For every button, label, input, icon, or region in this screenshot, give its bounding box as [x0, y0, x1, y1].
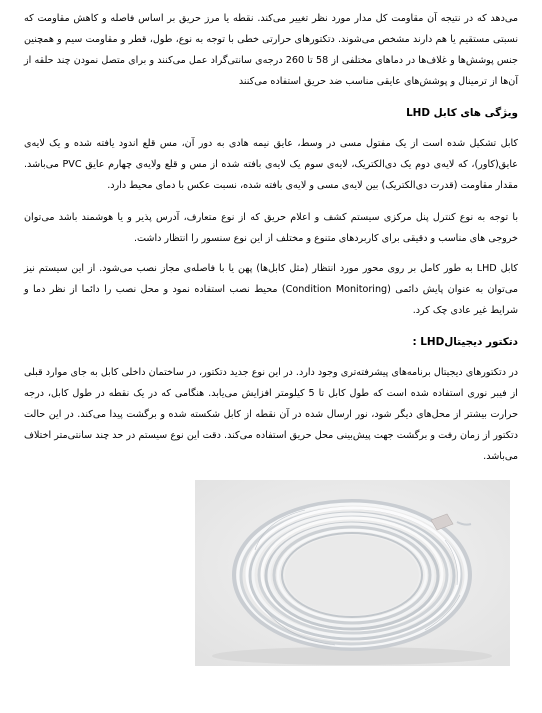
- paragraph-intro: می‌دهد که در نتیجه آن مقاومت کل مدار مورد نظر تغییر می‌کند. نقطه یا مرز حریق بر اساس فاصله و کاهش مقاومت که نسبتی مستقیم یا هم دارند مشخص می‌شوند. دتکتورهای حرارتی خطی با توجه به نوع، طول، قطر و مقاومت سیم و همچنین جنس پوشش‌ها و غلاف‌ها در دماهای مختلفی از 58 تا 260 درجه‌ی سانتی‌گراد عمل می‌کنند و برای متصل نمودن چند حلقه از آن‌ها از ترمینال و پوشش‌های عایقی مناسب ضد حریق استفاده می‌کنند: [24, 13, 518, 87]
- lhd-cable-photo: [195, 480, 510, 666]
- document-body: [24, 8, 518, 467]
- heading-lhd-features: ویژگی های کابل LHD: [406, 107, 518, 119]
- paragraph-cable-structure: کابل تشکیل شده است از یک مفتول مسی در وسط، عایق نیمه هادی به دور آن، مس قلع اندود یافته شده و یک لایه‌ی عایق(کاور)، که لایه‌ی دوم یک دی‌الکتریک، لایه‌ی سوم یک لایه‌ی بافته شده از مس و قلع ولایه‌ی چهارم عایق PVC می‌باشد. مقدار مقاومت (قدرت دی‌الکتریک) بین لایه‌ی مسی و لایه‌ی بافته شده، نسبت عکس با دمای محیط دارد.: [24, 138, 519, 191]
- paragraph-digital-lhd: در دتکتورهای دیجیتال برنامه‌های پیشرفته‌تری وجود دارد. در این نوع جدید دتکتور، در ساختمان داخلی کابل به جای موارد قبلی از فیبر نوری استفاده شده است که طول کابل تا 5 کیلومتر افزایش می‌یابد. هنگامی که در یک نقطه در طول کابل، درجه حرارت بیشتر از محل‌های دیگر شود، نور ارسال شده در آن نقطه از کابل شکسته شده و برگشت پیدا می‌کند. در این حالت دتکتور از زمان رفت و برگشت جهت پیش‌بینی محل حریق استفاده می‌کند. دقت این نوع سیستم در حد چند سانتی‌متر اختلاف می‌باشد.: [24, 367, 518, 462]
- heading-digital-lhd: دتکتور دیجیتالLHD :: [412, 336, 518, 348]
- paragraph-condition-monitoring: کابل LHD به طور کامل بر روی محور مورد انتظار (مثل کابل‌ها) پهن یا با فاصله‌ی مجاز نصب می‌شود. از این سیستم نیز می‌توان به عنوان پایش دائمی (Condition Monitoring) محیط نصب استفاده نمود و محل نصب را دائما از نظر دما و شرایط غیر عادی چک کرد.: [24, 263, 518, 316]
- paragraph-control-panel: با توجه به نوع کنترل پنل مرکزی سیستم کشف و اعلام حریق که از نوع متعارف، آدرس پذیر و یا هوشمند باشد می‌توان خروجی های مناسب و دقیقی برای کاربردهای متنوع و مختلف از این نوع سنسور را انتظار داشت.: [24, 212, 518, 244]
